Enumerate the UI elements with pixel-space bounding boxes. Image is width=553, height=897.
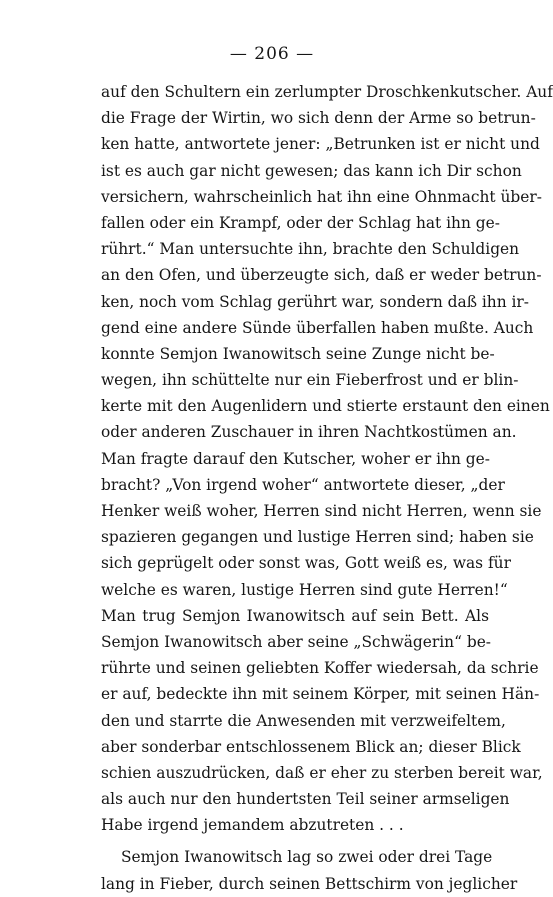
text-line: ken, noch vom Schlag gerührt war, sondern daß ihn ir- xyxy=(101,292,529,311)
text-line: Man trug Semjon Iwanowitsch auf sein Bett. Als xyxy=(101,606,489,625)
text-line: Henker weiß woher, Herren sind nicht Herren, wenn sie xyxy=(101,502,542,520)
text-line: kerte mit den Augenlidern und stierte erstaunt den einen xyxy=(101,397,550,416)
text-line: oder anderen Zuschauer in ihren Nachtkostümen an. xyxy=(101,423,517,442)
text-line: spazieren gegangen und lustige Herren sind; haben sie xyxy=(101,528,534,547)
text-line: konnte Semjon Iwanowitsch seine Zunge nicht be- xyxy=(101,344,495,363)
text-line: ist es auch gar nicht gewesen; das kann ich Dir schon xyxy=(101,161,522,180)
text-line: Habe irgend jemandem abzutreten . . . xyxy=(101,816,404,835)
text-line: lang in Fieber, durch seinen Bettschirm von jeglicher xyxy=(101,874,518,893)
text-line: fallen oder ein Krampf, oder der Schlag hat ihn ge- xyxy=(101,213,500,232)
text-line: die Frage der Wirtin, wo sich denn der Arme so betrun- xyxy=(101,109,536,128)
body-text xyxy=(101,79,553,897)
text-line: auf den Schultern ein zerlumpter Droschkenkutscher. Auf xyxy=(101,83,553,101)
text-line: als auch nur den hundertsten Teil seiner armseligen xyxy=(101,790,510,809)
text-line: gend eine andere Sünde überfallen haben mußte. Auch xyxy=(101,318,534,337)
text-line: den und starrte die Anwesenden mit verzweifeltem, xyxy=(101,711,506,730)
text-line: Semjon Iwanowitsch lag so zwei oder drei Tage xyxy=(121,848,493,867)
text-line: Man fragte darauf den Kutscher, woher er ihn ge- xyxy=(101,449,490,468)
text-line: welche es waren, lustige Herren sind gute Herren!“ xyxy=(101,580,508,599)
text-line: rührte und seinen geliebten Koffer wiedersah, da schrie xyxy=(101,659,539,678)
text-line: ken hatte, antwortete jener: „Betrunken ist er nicht und xyxy=(101,135,540,154)
text-line: aber sonderbar entschlossenem Blick an; dieser Blick xyxy=(101,737,521,756)
text-line: wegen, ihn schüttelte nur ein Fieberfrost und er blin- xyxy=(101,371,519,390)
text-line: Semjon Iwanowitsch aber seine „Schwägerin“ be- xyxy=(101,632,491,651)
text-line: sich geprügelt oder sonst was, Gott weiß es, was für xyxy=(101,554,511,573)
text-line: rührt.“ Man untersuchte ihn, brachte den Schuldigen xyxy=(101,240,520,259)
text-line: an den Ofen, und überzeugte sich, daß er weder betrun- xyxy=(101,266,542,285)
page-number: — 206 — xyxy=(229,44,315,64)
text-line: bracht? „Von irgend woher“ antwortete dieser, „der xyxy=(101,475,505,494)
text-line: er auf, bedeckte ihn mit seinem Körper, mit seinen Hän- xyxy=(101,685,540,704)
text-line: versichern, wahrscheinlich hat ihn eine Ohnmacht über- xyxy=(101,187,542,206)
text-line: schien auszudrücken, daß er eher zu sterben bereit war, xyxy=(101,763,543,782)
